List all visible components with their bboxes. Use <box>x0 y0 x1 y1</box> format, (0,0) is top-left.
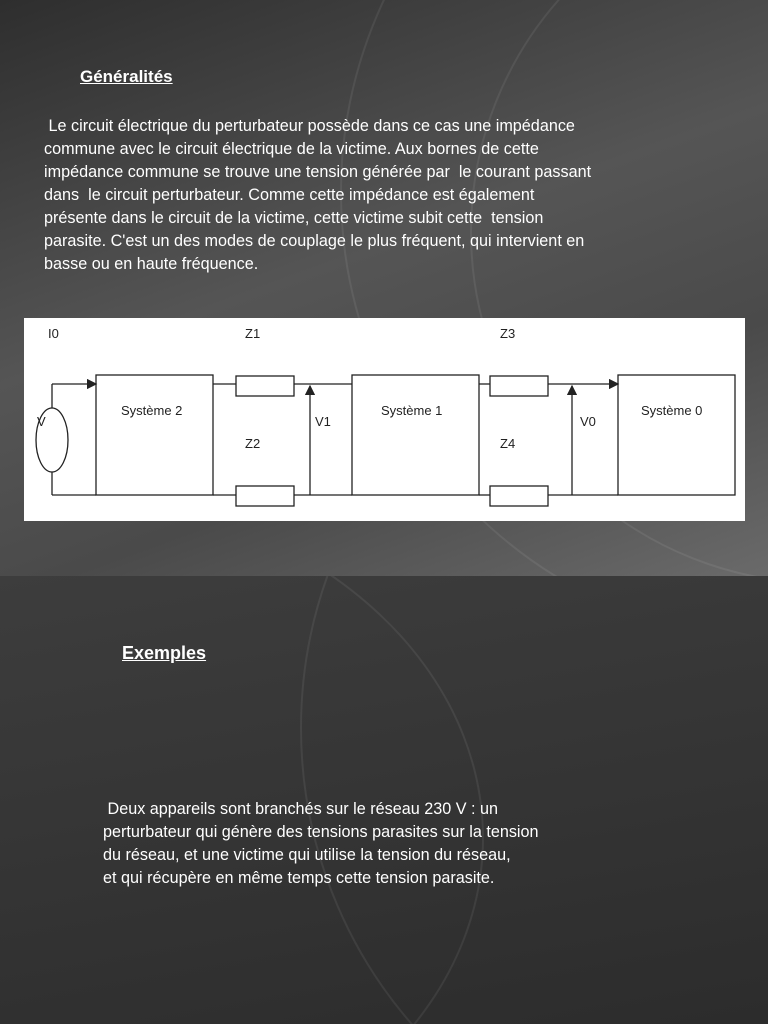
text-line: dans le circuit perturbateur. Comme cette impédance est également <box>44 186 535 204</box>
impedance-label-z3: Z3 <box>500 326 516 341</box>
text-line: Le circuit électrique du perturbateur possède dans ce cas une impédance <box>44 117 575 135</box>
impedance-z1 <box>236 376 294 396</box>
system-1-box <box>352 375 479 495</box>
text-line: commune avec le circuit électrique de la victime. Aux bornes de cette <box>44 140 539 158</box>
text-line: du réseau, et une victime qui utilise la tension du réseau, <box>103 846 511 864</box>
impedance-label-z1: Z1 <box>245 326 261 341</box>
text-line: impédance commune se trouve une tension générée par le courant passant <box>44 163 592 181</box>
section-heading-generalites: Généralités <box>80 67 173 86</box>
text-line: présente dans le circuit de la victime, cette victime subit cette tension <box>44 209 544 227</box>
text-line: et qui récupère en même temps cette tension parasite. <box>103 869 495 887</box>
impedance-z3 <box>490 376 548 396</box>
impedance-label-z4: Z4 <box>500 436 516 451</box>
system-label-1: Système 1 <box>381 403 443 418</box>
impedance-z4 <box>490 486 548 506</box>
source-label: V <box>37 414 46 429</box>
voltage-label-v0: V0 <box>580 414 596 429</box>
slide-exemples <box>0 576 768 1024</box>
system-0-box <box>618 375 735 495</box>
system-label-2: Système 2 <box>121 403 183 418</box>
text-line: basse ou en haute fréquence. <box>44 255 259 273</box>
current-label-i0: I0 <box>48 326 59 341</box>
impedance-label-z2: Z2 <box>245 436 261 451</box>
circuit-diagram <box>24 318 745 521</box>
impedance-z2 <box>236 486 294 506</box>
text-line: Deux appareils sont branchés sur le réseau 230 V : un <box>103 800 499 818</box>
section-heading-exemples: Exemples <box>122 643 207 663</box>
text-line: parasite. C'est un des modes de couplage le plus fréquent, qui intervient en <box>44 232 585 250</box>
text-line: perturbateur qui génère des tensions parasites sur la tension <box>103 823 539 841</box>
voltage-label-v1: V1 <box>315 414 331 429</box>
system-2-box <box>96 375 213 495</box>
system-label-0: Système 0 <box>641 403 703 418</box>
circuit-diagram-svg <box>24 318 745 521</box>
